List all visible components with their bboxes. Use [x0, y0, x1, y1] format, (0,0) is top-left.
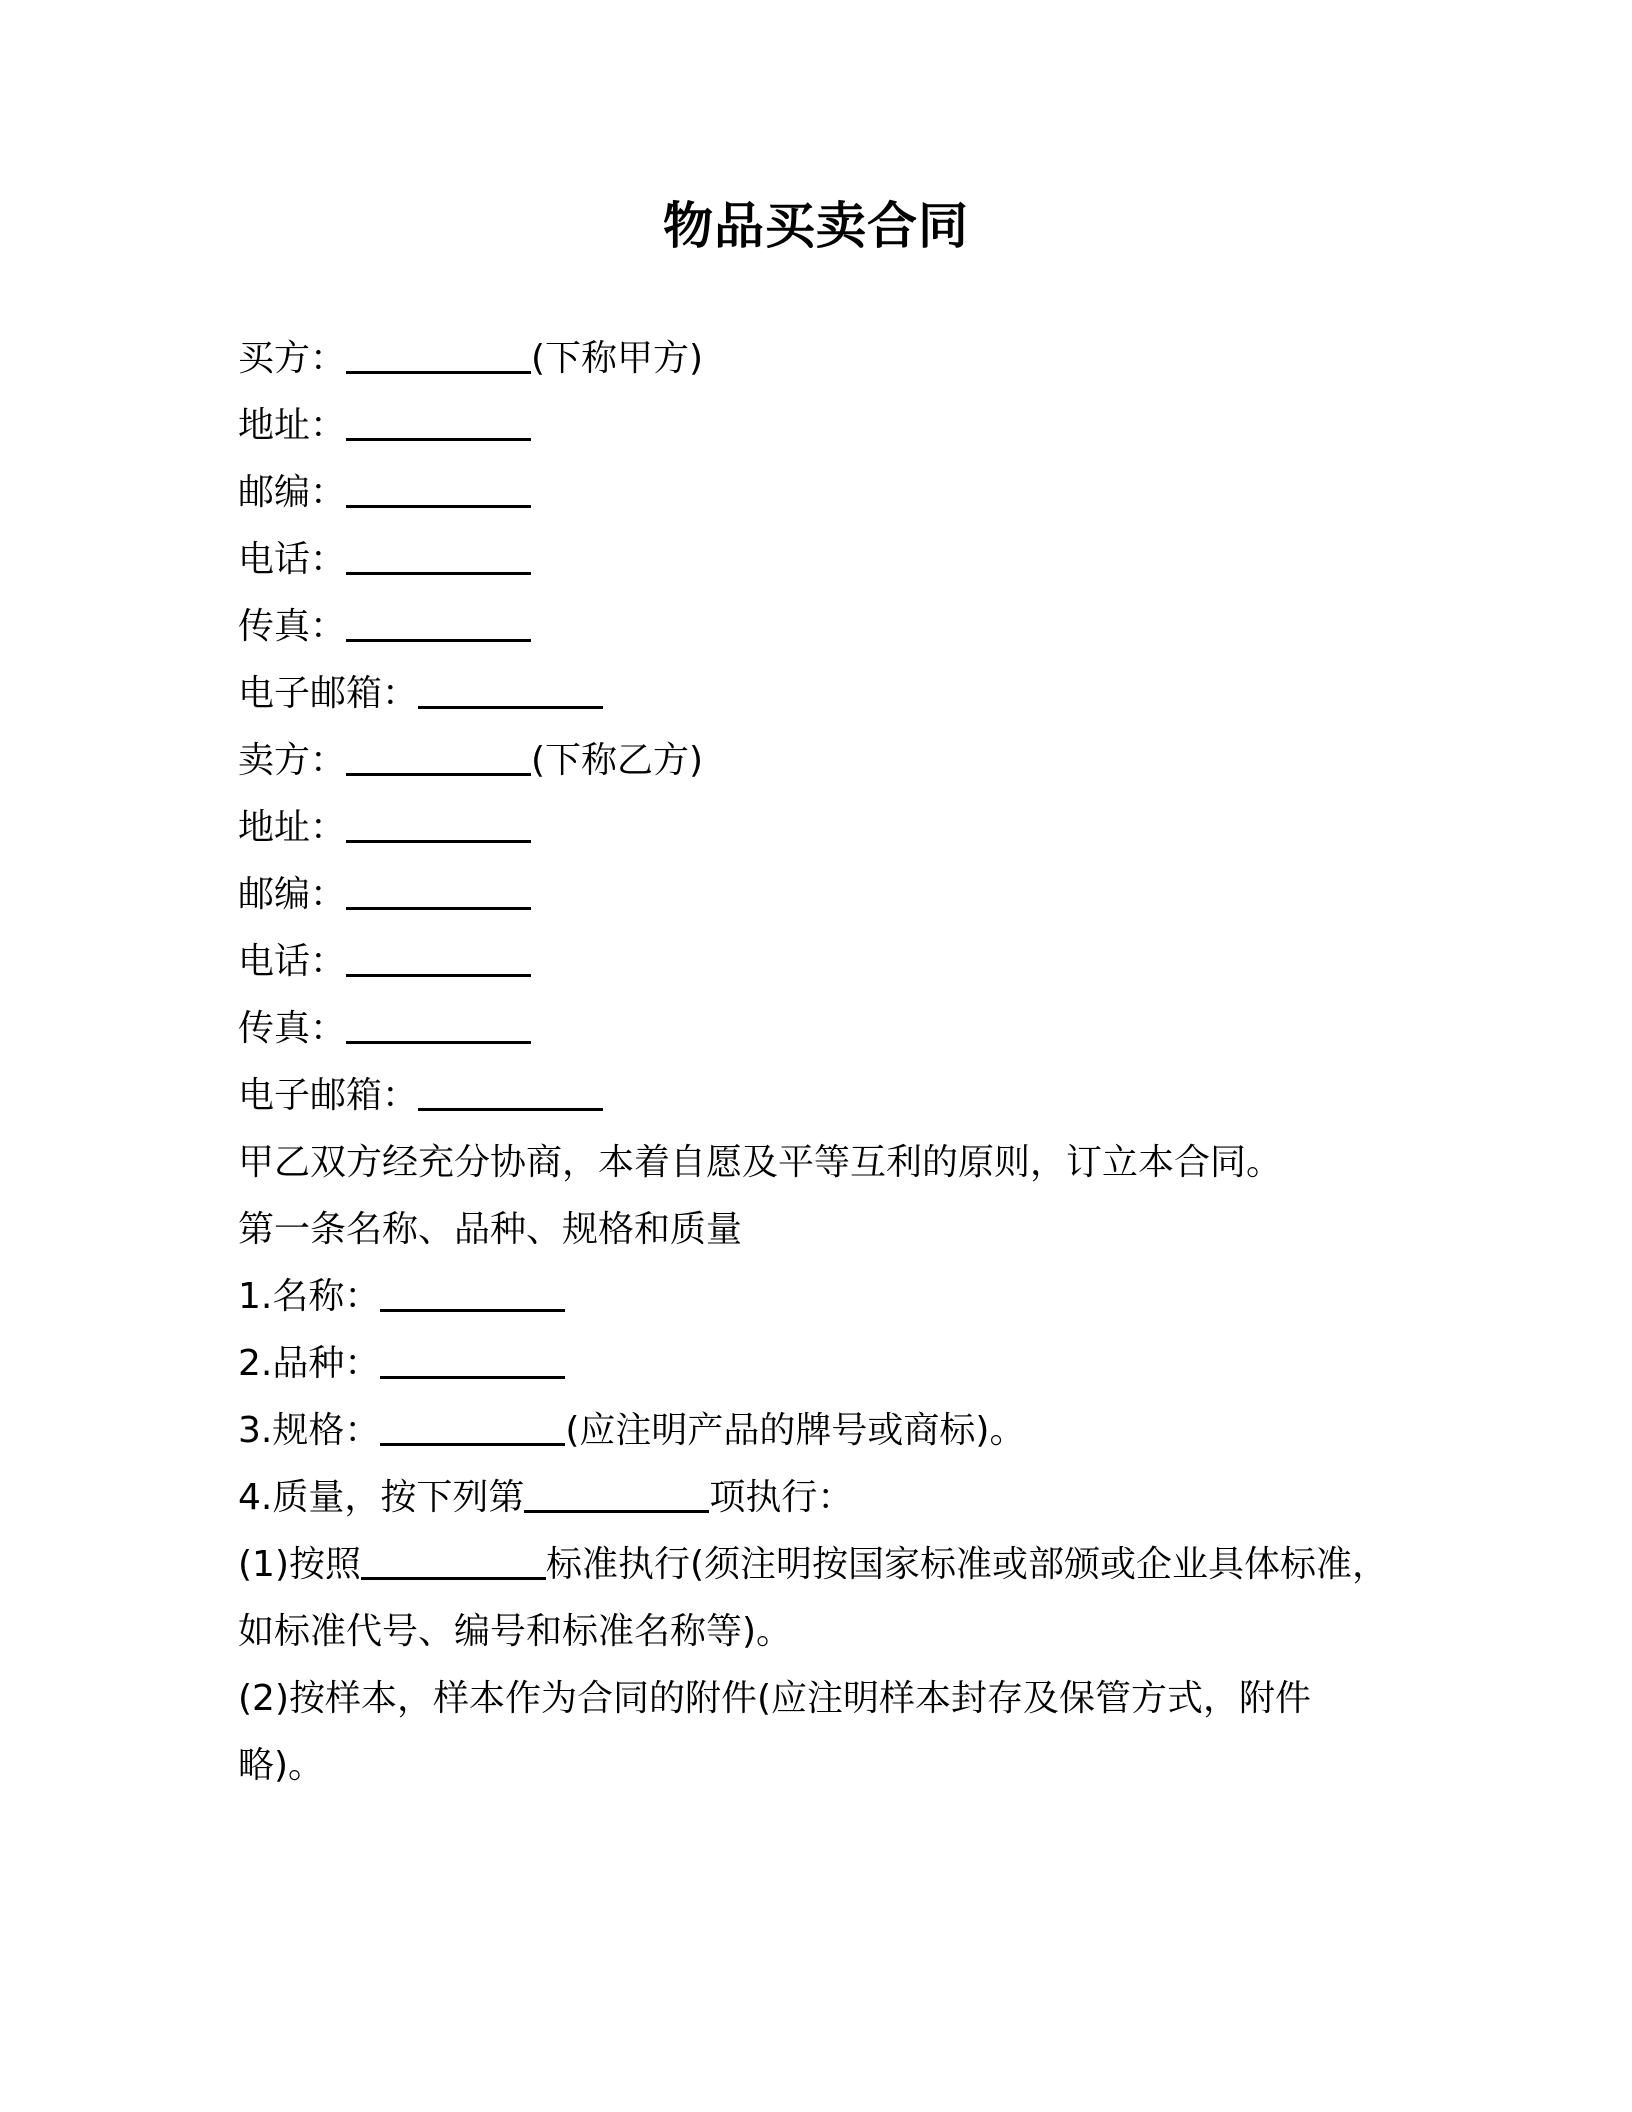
article1-item2	[238, 1330, 1438, 1397]
article1-sub1-cont: 如标准代号、编号和标准名称等)。	[238, 1611, 793, 1652]
buyer-address-label: 地址：	[238, 405, 347, 446]
buyer-postcode-line	[238, 459, 1438, 526]
item1-label: 1.名称：	[238, 1276, 381, 1317]
seller-address-label: 地址：	[238, 807, 347, 848]
seller-address-blank[interactable]	[346, 800, 531, 843]
buyer-name-label: 买方：	[238, 338, 347, 379]
article1-sub1	[238, 1531, 1438, 1598]
item4-suffix: 项执行：	[709, 1477, 854, 1518]
article1-item3	[238, 1397, 1438, 1464]
item3-blank[interactable]	[380, 1403, 565, 1446]
item4-prefix: 4.质量，按下列第	[238, 1477, 525, 1518]
sub1-prefix: (1)按照	[238, 1544, 361, 1585]
seller-name-line	[238, 727, 1438, 794]
seller-name-label: 卖方：	[238, 740, 347, 781]
article1-sub2-line2: 略)。	[238, 1745, 325, 1786]
seller-phone-blank[interactable]	[346, 934, 531, 977]
article1-item4	[238, 1464, 1438, 1531]
buyer-email-label: 电子邮箱：	[238, 673, 419, 714]
article1-item1	[238, 1263, 1438, 1330]
article1-heading: 第一条名称、品种、规格和质量	[238, 1209, 743, 1250]
item4-blank[interactable]	[524, 1470, 709, 1513]
buyer-phone-line	[238, 526, 1438, 593]
seller-email-blank[interactable]	[418, 1068, 603, 1111]
seller-fax-label: 传真：	[238, 1008, 347, 1049]
seller-name-blank[interactable]	[346, 733, 531, 776]
page-title: 物品买卖合同	[663, 197, 969, 255]
seller-fax-line	[238, 995, 1438, 1062]
buyer-fax-blank[interactable]	[346, 599, 531, 642]
article1-sub2-line1: (2)按样本，样本作为合同的附件(应注明样本封存及保管方式，附件	[238, 1678, 1312, 1719]
buyer-phone-blank[interactable]	[346, 532, 531, 575]
buyer-name-suffix: (下称甲方)	[531, 338, 704, 379]
seller-postcode-line	[238, 861, 1438, 928]
buyer-postcode-label: 邮编：	[238, 472, 347, 513]
seller-phone-line	[238, 928, 1438, 995]
buyer-email-line	[238, 660, 1438, 727]
buyer-fax-line	[238, 593, 1438, 660]
item2-blank[interactable]	[380, 1336, 565, 1379]
seller-email-line	[238, 1062, 1438, 1129]
sub1-suffix: 标准执行(须注明按国家标准或部颁或企业具体标准，	[546, 1544, 1389, 1585]
seller-postcode-label: 邮编：	[238, 874, 347, 915]
buyer-fax-label: 传真：	[238, 606, 347, 647]
buyer-postcode-blank[interactable]	[346, 465, 531, 508]
seller-address-line	[238, 794, 1438, 861]
buyer-name-line	[238, 325, 1438, 392]
seller-email-label: 电子邮箱：	[238, 1075, 419, 1116]
seller-postcode-blank[interactable]	[346, 867, 531, 910]
item3-label: 3.规格：	[238, 1410, 381, 1451]
contract-body	[238, 325, 1438, 1799]
buyer-address-line	[238, 392, 1438, 459]
buyer-phone-label: 电话：	[238, 539, 347, 580]
seller-phone-label: 电话：	[238, 941, 347, 982]
sub1-blank[interactable]	[361, 1537, 546, 1580]
seller-name-suffix: (下称乙方)	[531, 740, 704, 781]
item1-blank[interactable]	[380, 1269, 565, 1312]
buyer-address-blank[interactable]	[346, 398, 531, 441]
preamble: 甲乙双方经充分协商，本着自愿及平等互利的原则，订立本合同。	[238, 1142, 1283, 1183]
seller-fax-blank[interactable]	[346, 1001, 531, 1044]
item2-label: 2.品种：	[238, 1343, 381, 1384]
item3-suffix: (应注明产品的牌号或商标)。	[565, 1410, 1026, 1451]
buyer-name-blank[interactable]	[346, 331, 531, 374]
buyer-email-blank[interactable]	[418, 666, 603, 709]
